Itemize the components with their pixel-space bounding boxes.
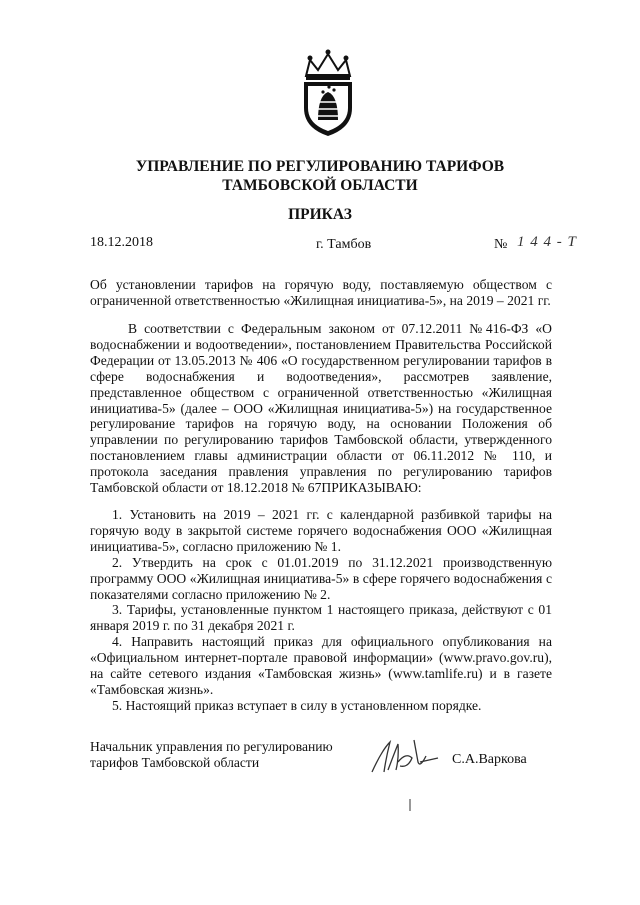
- organization-name-line2: ТАМБОВСКОЙ ОБЛАСТИ: [222, 177, 418, 194]
- signatory-title-line1: Начальник управления по регулированию: [90, 739, 333, 754]
- coat-of-arms-icon: [296, 46, 360, 138]
- order-item-4: 4. Направить настоящий приказ для официального опубликования на «Официальном интернет-портале правовой информации» (www.pravo.gov.ru), на сайте сетевого издания «Тамбовская жизнь» (www.tamlife.ru) и в газете «Тамбовская жизнь».: [90, 634, 552, 697]
- document-number-value: 1 4 4 - Т: [517, 234, 577, 250]
- order-item-3: 3. Тарифы, установленные пунктом 1 настоящего приказа, действуют с 01 января 2019 г. по 31 декабря 2021 г.: [90, 602, 552, 634]
- signatory-name: С.А.Варкова: [452, 752, 527, 767]
- order-item-1: 1. Установить на 2019 – 2021 гг. с календарной разбивкой тарифы на горячую воду в закрытой системе горячего водоснабжения ООО «Жилищная инициатива-5», согласно приложению № 1.: [90, 507, 552, 554]
- order-items: [90, 507, 552, 714]
- document-preamble: В соответствии с Федеральным законом от 07.12.2011 №416-ФЗ «О водоснабжении и водоотведении», постановлением Правительства Российской Федерации от 13.05.2013 № 406 «О государственном регулировании тарифов в сфере водоснабжения и водоотведения», рассмотрев заявление, представленное обществом с ограниченной ответственностью «Жилищная инициатива-5» (далее – ООО «Жилищная инициатива-5») на государственное регулирование тарифов на горячую воду, на основании Положения об управлении по регулированию тарифов Тамбовской области, утвержденного постановлением главы администрации области от 06.11.2012 № 110, и протокола заседания правления управления по регулированию тарифов Тамбовской области от 18.12.2018 № 67ПРИКАЗЫВАЮ:: [90, 321, 552, 496]
- order-item-5: 5. Настоящий приказ вступает в силу в установленном порядке.: [112, 697, 482, 713]
- document-number-label: №: [494, 237, 508, 252]
- signatory-title-line2: тарифов Тамбовской области: [90, 754, 260, 770]
- document-type-title: ПРИКАЗ: [288, 206, 352, 223]
- signatory-title: [90, 739, 333, 770]
- organization-name-line1: УПРАВЛЕНИЕ ПО РЕГУЛИРОВАНИЮ ТАРИФОВ: [135, 158, 505, 175]
- document-date: 18.12.2018: [90, 235, 153, 250]
- document-subject: Об установлении тарифов на горячую воду, поставляемую обществом с ограниченной ответственностью «Жилищная инициатива-5», на 2019 – 2021 гг.: [90, 277, 552, 308]
- scan-mark: [408, 798, 412, 810]
- document-city: г. Тамбов: [316, 237, 372, 252]
- order-item-2: 2. Утвердить на срок с 01.01.2019 по 31.12.2021 производственную программу ООО «Жилищная инициатива-5» в сфере горячего водоснабжения с показателями согласно приложению № 2.: [90, 554, 552, 602]
- handwritten-signature: [368, 732, 440, 778]
